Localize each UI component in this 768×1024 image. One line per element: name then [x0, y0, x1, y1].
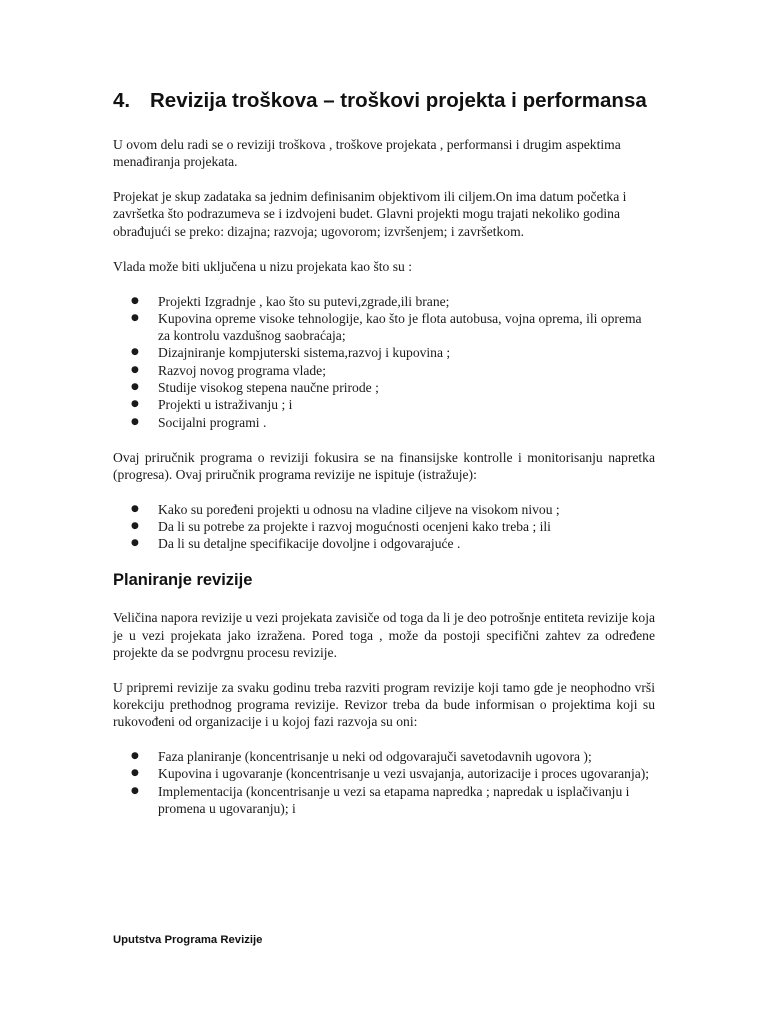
bullet-icon: ●: [131, 768, 139, 779]
list-item: ● Projekti Izgradnje , kao što su putevi,zgrade,ili brane;: [131, 293, 450, 309]
document-body: [113, 88, 655, 835]
list-item: ● Implementacija (koncentrisanje u vezi sa etapama napredka ; napredak u isplačivanju i promena u ugovaranju); i: [131, 783, 630, 817]
page-footer: Uputstva Programa Revizije: [113, 934, 263, 946]
bullet-icon: ●: [131, 312, 139, 323]
project-definition-paragraph: Projekat je skup zadataka sa jednim definisanim objektivom ili ciljem.On ima datum početka i završetka što podrazumeva se i izdvojeni budet. Glavni projekti mogu trajati nekoliko godina obrađujući se preko: dizajna; razvoja; ugovorom; izvršenjem; i završetkom.: [113, 189, 627, 239]
section-number: 4.: [113, 89, 131, 112]
list-item: ● Socijalni programi .: [131, 414, 267, 430]
bullet-icon: ●: [131, 399, 139, 410]
bullet-icon: ●: [131, 538, 139, 549]
bullet-icon: ●: [131, 382, 139, 393]
bullet-icon: ●: [131, 521, 139, 532]
bullet-icon: ●: [131, 364, 139, 375]
list-item: ● Faza planiranje (koncentrisanje u neki od odgovarajuči savetodavnih ugovora );: [131, 749, 592, 765]
bullet-icon: ●: [131, 295, 139, 306]
list-item: ● Dizajniranje kompjuterski sistema,razvoj i kupovina ;: [131, 345, 451, 361]
list-item: ● Kupovina i ugovaranje (koncentrisanje u vezi usvajanja, autorizacije i proces ugovaranja);: [131, 766, 650, 782]
bullet-icon: ●: [131, 785, 139, 796]
list-item: ● Da li su detaljne specifikacije dovoljne i odgovarajuće .: [131, 536, 461, 552]
bullet-icon: ●: [131, 503, 139, 514]
project-phases-list: [113, 748, 655, 817]
project-types-list: [113, 293, 655, 431]
subsection-heading: Planiranje revizije: [113, 571, 253, 590]
manual-focus-paragraph: Ovaj priručnik programa o reviziji fokusira se na finansijske kontrolle i monitorisanju napretka (progresa). Ovaj priručnik programa revizije ne ispituje (istražuje):: [113, 449, 655, 482]
excluded-topics-list: [113, 501, 655, 553]
audit-effort-paragraph: Veličina napora revizije u vezi projekata zavisiče od toga da li je deo potrošnje entiteta revizije koja je u vezi projekata jako izražena. Pored toga , može da postoji specifični zahtev za određene projekte da se podvrgnu procesu revizije.: [113, 610, 656, 660]
section-title: Revizija troškova – troškovi projekta i performansa: [150, 89, 647, 112]
list-item: ● Kupovina opreme visoke tehnologije, kao što je flota autobusa, vojna oprema, ili oprema za kontrolu vazdušnog saobraćaja;: [131, 310, 642, 344]
government-projects-paragraph: Vlada može biti uključena u nizu projekata kao što su :: [113, 258, 412, 274]
list-item: ● Projekti u istraživanju ; i: [131, 397, 293, 413]
list-item: ● Da li su potrebe za projekte i razvoj mogućnosti ocenjeni kako treba ; ili: [131, 519, 551, 535]
bullet-icon: ●: [131, 416, 139, 427]
bullet-icon: ●: [131, 347, 139, 358]
audit-preparation-paragraph: U pripremi revizije za svaku godinu treba razviti program revizije koji tamo gde je neophodno vrši korekciju prethodnog programa revizije. Revizor treba da bude informisan o projektima koji su rukovođeni od organizacije i u kojoj fazi razvoja su oni:: [113, 679, 655, 730]
list-item: ● Kako su poređeni projekti u odnosu na vladine ciljeve na visokom nivou ;: [131, 501, 560, 517]
section-heading: [113, 88, 655, 113]
bullet-icon: ●: [131, 751, 139, 762]
list-item: ● Studije visokog stepena naučne prirode ;: [131, 380, 379, 396]
intro-paragraph: U ovom delu radi se o reviziji troškova , troškove projekata , performansi i drugim aspektima menađiranja projekata.: [113, 137, 621, 170]
list-item: ● Razvoj novog programa vlade;: [131, 362, 326, 378]
